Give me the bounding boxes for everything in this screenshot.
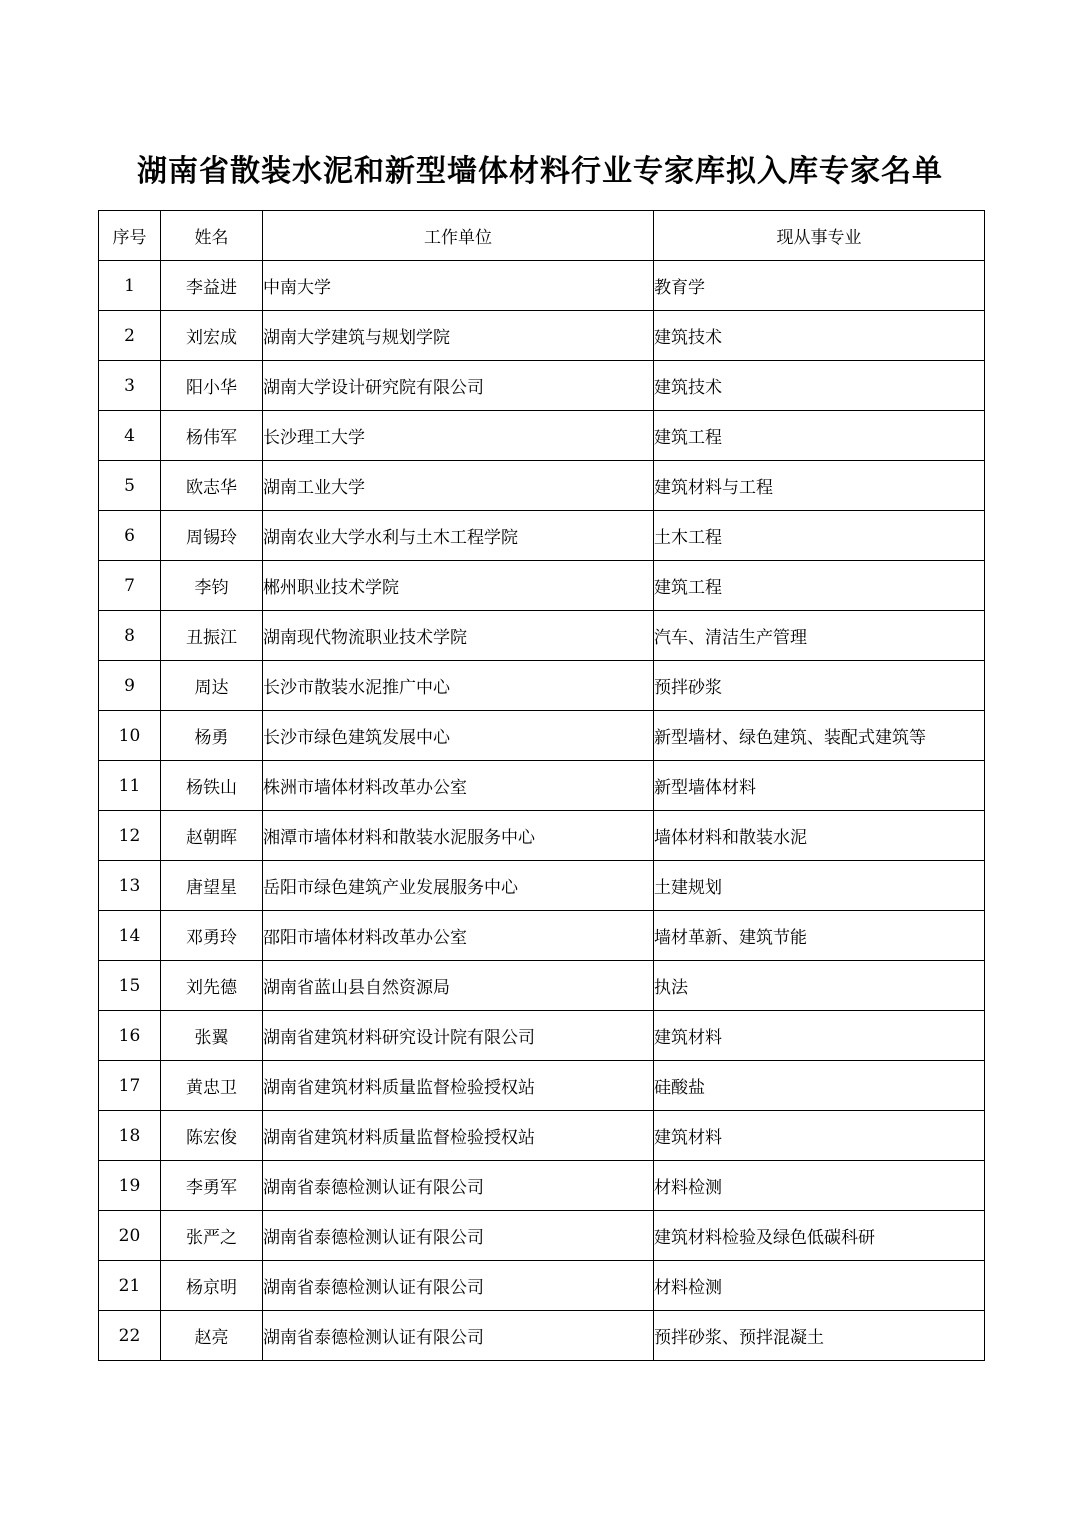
- cell-current-major: 建筑材料与工程: [654, 461, 985, 511]
- cell-name: 张严之: [161, 1211, 263, 1261]
- table-row: [99, 711, 985, 761]
- cell-seq: 19: [99, 1161, 161, 1211]
- cell-name: 杨京明: [161, 1261, 263, 1311]
- cell-work-unit: 长沙市散装水泥推广中心: [263, 661, 654, 711]
- cell-name: 李勇军: [161, 1161, 263, 1211]
- cell-seq: 12: [99, 811, 161, 861]
- cell-current-major: 汽车、清洁生产管理: [654, 611, 985, 661]
- cell-seq: 9: [99, 661, 161, 711]
- table-row: [99, 1211, 985, 1261]
- cell-name: 李钧: [161, 561, 263, 611]
- cell-seq: 6: [99, 511, 161, 561]
- cell-current-major: 建筑材料: [654, 1111, 985, 1161]
- table-row: [99, 1011, 985, 1061]
- cell-current-major: 建筑工程: [654, 561, 985, 611]
- header-name: 姓名: [161, 211, 263, 261]
- cell-name: 黄忠卫: [161, 1061, 263, 1111]
- cell-seq: 7: [99, 561, 161, 611]
- cell-work-unit: 中南大学: [263, 261, 654, 311]
- cell-work-unit: 株洲市墙体材料改革办公室: [263, 761, 654, 811]
- cell-seq: 11: [99, 761, 161, 811]
- cell-current-major: 墙材革新、建筑节能: [654, 911, 985, 961]
- cell-current-major: 建筑技术: [654, 311, 985, 361]
- cell-seq: 17: [99, 1061, 161, 1111]
- cell-seq: 2: [99, 311, 161, 361]
- header-seq: 序号: [99, 211, 161, 261]
- table-header-row: [99, 211, 985, 261]
- table-row: [99, 611, 985, 661]
- cell-name: 杨铁山: [161, 761, 263, 811]
- cell-work-unit: 岳阳市绿色建筑产业发展服务中心: [263, 861, 654, 911]
- cell-name: 杨勇: [161, 711, 263, 761]
- cell-name: 丑振江: [161, 611, 263, 661]
- cell-work-unit: 湖南省建筑材料质量监督检验授权站: [263, 1061, 654, 1111]
- table-row: [99, 411, 985, 461]
- cell-current-major: 建筑材料检验及绿色低碳科研: [654, 1211, 985, 1261]
- cell-seq: 13: [99, 861, 161, 911]
- cell-name: 邓勇玲: [161, 911, 263, 961]
- cell-current-major: 新型墙体材料: [654, 761, 985, 811]
- table-row: [99, 1161, 985, 1211]
- cell-name: 张翼: [161, 1011, 263, 1061]
- cell-current-major: 建筑工程: [654, 411, 985, 461]
- cell-current-major: 预拌砂浆: [654, 661, 985, 711]
- cell-name: 唐望星: [161, 861, 263, 911]
- cell-current-major: 新型墙材、绿色建筑、装配式建筑等: [654, 711, 985, 761]
- cell-current-major: 预拌砂浆、预拌混凝土: [654, 1311, 985, 1361]
- cell-work-unit: 湖南现代物流职业技术学院: [263, 611, 654, 661]
- table-row: [99, 1061, 985, 1111]
- cell-seq: 5: [99, 461, 161, 511]
- cell-name: 欧志华: [161, 461, 263, 511]
- cell-name: 赵朝晖: [161, 811, 263, 861]
- cell-work-unit: 湖南农业大学水利与土木工程学院: [263, 511, 654, 561]
- page-title: 湖南省散装水泥和新型墙体材料行业专家库拟入库专家名单: [137, 154, 943, 189]
- table-row: [99, 761, 985, 811]
- cell-work-unit: 湖南省泰德检测认证有限公司: [263, 1211, 654, 1261]
- cell-work-unit: 邵阳市墙体材料改革办公室: [263, 911, 654, 961]
- table-body: [99, 261, 985, 1361]
- cell-current-major: 墙体材料和散装水泥: [654, 811, 985, 861]
- cell-work-unit: 湖南省泰德检测认证有限公司: [263, 1311, 654, 1361]
- cell-seq: 16: [99, 1011, 161, 1061]
- cell-work-unit: 湘潭市墙体材料和散装水泥服务中心: [263, 811, 654, 861]
- table-row: [99, 361, 985, 411]
- cell-work-unit: 湖南省建筑材料质量监督检验授权站: [263, 1111, 654, 1161]
- cell-seq: 22: [99, 1311, 161, 1361]
- cell-current-major: 土建规划: [654, 861, 985, 911]
- cell-work-unit: 湖南省建筑材料研究设计院有限公司: [263, 1011, 654, 1061]
- table-row: [99, 561, 985, 611]
- cell-work-unit: 长沙理工大学: [263, 411, 654, 461]
- cell-work-unit: 郴州职业技术学院: [263, 561, 654, 611]
- cell-current-major: 材料检测: [654, 1161, 985, 1211]
- cell-seq: 3: [99, 361, 161, 411]
- table-row: [99, 311, 985, 361]
- cell-name: 陈宏俊: [161, 1111, 263, 1161]
- table-row: [99, 961, 985, 1011]
- cell-work-unit: 湖南大学设计研究院有限公司: [263, 361, 654, 411]
- cell-name: 刘宏成: [161, 311, 263, 361]
- table-row: [99, 811, 985, 861]
- cell-work-unit: 长沙市绿色建筑发展中心: [263, 711, 654, 761]
- header-work-unit: 工作单位: [263, 211, 654, 261]
- cell-name: 阳小华: [161, 361, 263, 411]
- cell-current-major: 建筑材料: [654, 1011, 985, 1061]
- cell-name: 刘先德: [161, 961, 263, 1011]
- cell-name: 李益进: [161, 261, 263, 311]
- cell-seq: 14: [99, 911, 161, 961]
- cell-seq: 1: [99, 261, 161, 311]
- cell-current-major: 土木工程: [654, 511, 985, 561]
- table-row: [99, 1311, 985, 1361]
- expert-list-table: [98, 210, 985, 1361]
- cell-seq: 15: [99, 961, 161, 1011]
- cell-name: 杨伟军: [161, 411, 263, 461]
- cell-current-major: 建筑技术: [654, 361, 985, 411]
- cell-name: 周达: [161, 661, 263, 711]
- cell-work-unit: 湖南大学建筑与规划学院: [263, 311, 654, 361]
- table-row: [99, 1111, 985, 1161]
- table-row: [99, 461, 985, 511]
- cell-seq: 21: [99, 1261, 161, 1311]
- cell-current-major: 材料检测: [654, 1261, 985, 1311]
- table-row: [99, 1261, 985, 1311]
- cell-current-major: 硅酸盐: [654, 1061, 985, 1111]
- cell-name: 周锡玲: [161, 511, 263, 561]
- header-current-major: 现从事专业: [654, 211, 985, 261]
- cell-work-unit: 湖南省泰德检测认证有限公司: [263, 1161, 654, 1211]
- table-row: [99, 911, 985, 961]
- cell-seq: 18: [99, 1111, 161, 1161]
- cell-work-unit: 湖南工业大学: [263, 461, 654, 511]
- cell-seq: 10: [99, 711, 161, 761]
- table-row: [99, 861, 985, 911]
- cell-current-major: 执法: [654, 961, 985, 1011]
- cell-name: 赵亮: [161, 1311, 263, 1361]
- cell-seq: 4: [99, 411, 161, 461]
- cell-work-unit: 湖南省蓝山县自然资源局: [263, 961, 654, 1011]
- table-row: [99, 661, 985, 711]
- cell-current-major: 教育学: [654, 261, 985, 311]
- table-row: [99, 511, 985, 561]
- cell-work-unit: 湖南省泰德检测认证有限公司: [263, 1261, 654, 1311]
- cell-seq: 8: [99, 611, 161, 661]
- cell-seq: 20: [99, 1211, 161, 1261]
- table-row: [99, 261, 985, 311]
